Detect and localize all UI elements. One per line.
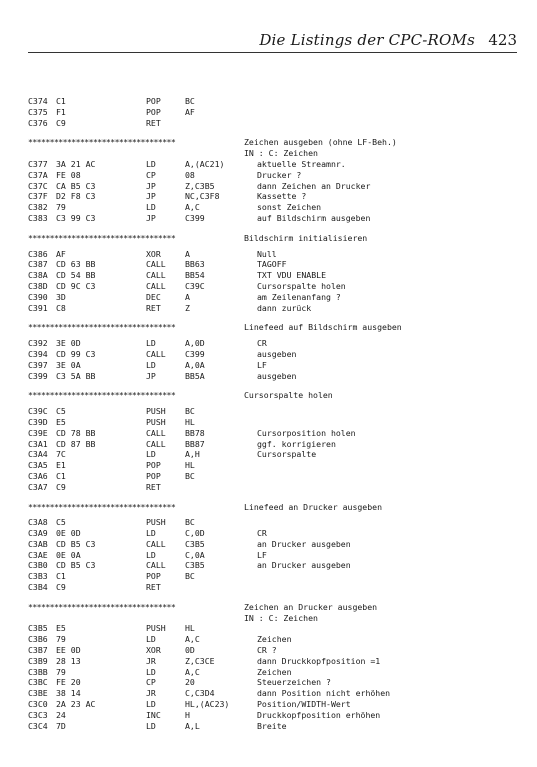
section-heading: Zeichen ausgeben (ohne LF-Beh.) [244,137,397,148]
opcode-bytes: 0E 0A [56,549,81,560]
code-line [28,517,528,528]
opcode-bytes: 3E 0D [56,338,81,349]
opcode-bytes: F1 [56,106,66,117]
operand: C3B5 [185,560,205,571]
code-line [28,303,528,314]
operand: BB5A [185,370,205,381]
mnemonic: LD [146,202,156,213]
address: C3C0 [28,699,48,710]
section-header-line [28,322,528,333]
comment: TXT VDU ENABLE [257,270,327,281]
comment: CR ? [257,645,277,656]
operand: BC [185,96,195,106]
opcode-bytes: AF [56,248,66,259]
code-line [28,281,528,292]
operand: C,0A [185,549,205,560]
comment: Steuerzeichen ? [257,677,331,688]
section-heading: Zeichen an Drucker ausgeben [244,601,378,612]
address: C3BB [28,666,48,677]
opcode-bytes: 79 [56,202,66,213]
mnemonic: JP [146,191,156,202]
comment: Zeichen [257,666,292,677]
operand: Z,C3B5 [185,180,215,191]
section-header-line [28,390,528,401]
code-line [28,721,528,732]
section-gap [28,313,528,322]
code-line [28,349,528,360]
comment: Breite [257,720,287,731]
operand: HL,(AC23) [185,699,230,710]
opcode-bytes: FE 08 [56,169,81,180]
address: C3BE [28,688,48,699]
section-input-note [28,148,528,159]
operand: NC,C3F8 [185,191,220,202]
comment: Cursorposition holen [257,427,356,438]
assembly-listing [28,96,528,731]
mnemonic: POP [146,460,161,471]
address: C3C3 [28,709,48,720]
mnemonic: LD [146,666,156,677]
code-line [28,645,528,656]
code-line [28,667,528,678]
section-header-line [28,137,528,148]
address: C377 [28,158,48,169]
comment: Druckkopfposition erhöhen [257,709,381,720]
code-line [28,560,528,571]
mnemonic: CP [146,677,156,688]
address: C386 [28,248,48,259]
code-line [28,528,528,539]
opcode-bytes: C3 99 C3 [56,212,96,223]
opcode-bytes: C1 [56,470,66,481]
comment: Position/WIDTH-Wert [257,699,351,710]
opcode-bytes: 3E 0A [56,359,81,370]
comment: sonst Zeichen [257,202,322,213]
code-line [28,449,528,460]
opcode-bytes: 79 [56,666,66,677]
mnemonic: JP [146,180,156,191]
mnemonic: LD [146,528,156,539]
comment: Cursorspalte [257,449,317,460]
operand: BB54 [185,270,205,281]
address: C3BC [28,677,48,688]
comment: dann zurück [257,302,312,313]
section-heading: Bildschirm initialisieren [244,232,368,243]
opcode-bytes: CD B5 C3 [56,538,96,549]
address: C387 [28,259,48,270]
operand: A,C [185,666,200,677]
separator-stars: ********************************** [28,501,176,512]
opcode-bytes: CD 9C C3 [56,280,96,291]
header-rule [28,52,517,53]
address: C376 [28,117,48,128]
separator-stars: ********************************** [28,390,176,401]
comment: LF [257,359,267,370]
address: C399 [28,370,48,381]
mnemonic: CALL [146,560,166,571]
opcode-bytes: D2 F8 C3 [56,191,96,202]
opcode-bytes: 79 [56,634,66,645]
address: C392 [28,338,48,349]
address: C375 [28,106,48,117]
code-line [28,170,528,181]
comment: Kassette ? [257,191,307,202]
address: C37F [28,191,48,202]
comment: an Drucker ausgeben [257,560,351,571]
opcode-bytes: C9 [56,481,66,492]
comment: Cursorspalte holen [257,280,346,291]
operand: BB78 [185,427,205,438]
code-line [28,159,528,170]
operand: HL [185,460,195,471]
code-line [28,191,528,202]
separator-stars: ********************************** [28,601,176,612]
opcode-bytes: E5 [56,416,66,427]
opcode-bytes: CA B5 C3 [56,180,96,191]
code-line [28,656,528,667]
address: C391 [28,302,48,313]
opcode-bytes: 2A 23 AC [56,699,96,710]
operand: A,H [185,449,200,460]
running-title: Die Listings der CPC-ROMs [259,31,475,49]
mnemonic: RET [146,117,161,128]
opcode-bytes: CD 54 BB [56,270,96,281]
code-line [28,688,528,699]
code-line [28,482,528,493]
comment: CR [257,338,267,349]
address: C383 [28,212,48,223]
code-line [28,360,528,371]
address: C39C [28,406,48,417]
comment: am Zeilenanfang ? [257,291,341,302]
section-heading: Linefeed auf Bildschirm ausgeben [244,322,402,333]
code-line [28,417,528,428]
mnemonic: JR [146,655,156,666]
code-line [28,292,528,303]
mnemonic: PUSH [146,623,166,634]
mnemonic: RET [146,481,161,492]
code-line [28,710,528,721]
code-line [28,439,528,450]
opcode-bytes: C5 [56,406,66,417]
section-heading: Linefeed an Drucker ausgeben [244,501,383,512]
section-gap [28,493,528,502]
separator-stars: ********************************** [28,232,176,243]
section-header-line [28,233,528,244]
operand: BC [185,517,195,528]
mnemonic: PUSH [146,416,166,427]
code-line [28,623,528,634]
code-line [28,202,528,213]
operand: C39C [185,280,205,291]
operand: A [185,248,190,259]
code-line [28,539,528,550]
opcode-bytes: 3A 21 AC [56,158,96,169]
mnemonic: XOR [146,645,161,656]
code-line [28,96,528,107]
address: C3A1 [28,438,48,449]
code-line [28,338,528,349]
opcode-bytes: CD 99 C3 [56,348,96,359]
address: C3A7 [28,481,48,492]
operand: 08 [185,169,195,180]
comment: Zeichen [257,634,292,645]
address: C374 [28,96,48,106]
mnemonic: CP [146,169,156,180]
opcode-bytes: 38 14 [56,688,81,699]
section-heading: Cursorspalte holen [244,390,333,401]
page-header [0,28,537,54]
opcode-bytes: 7C [56,449,66,460]
mnemonic: RET [146,302,161,313]
comment: auf Bildschirm ausgeben [257,212,371,223]
opcode-bytes: C9 [56,117,66,128]
comment: CR [257,528,267,539]
mnemonic: CALL [146,259,166,270]
separator-stars: ********************************** [28,322,176,333]
section-gap [28,593,528,602]
comment: ggf. korrigieren [257,438,336,449]
operand: A,(AC21) [185,158,225,169]
operand: A,C [185,634,200,645]
section-gap [28,381,528,390]
address: C3A6 [28,470,48,481]
operand: 20 [185,677,195,688]
mnemonic: PUSH [146,406,166,417]
comment: ausgeben [257,370,297,381]
address: C39E [28,427,48,438]
mnemonic: CALL [146,427,166,438]
address: C3B4 [28,582,48,593]
opcode-bytes: CD 87 BB [56,438,96,449]
opcode-bytes: C1 [56,96,66,106]
opcode-bytes: CD B5 C3 [56,560,96,571]
mnemonic: LD [146,549,156,560]
opcode-bytes: E1 [56,460,66,471]
code-line [28,371,528,382]
input-note: IN : C: Zeichen [244,148,318,159]
address: C390 [28,291,48,302]
address: C3B5 [28,623,48,634]
mnemonic: LD [146,699,156,710]
code-line [28,699,528,710]
address: C3B6 [28,634,48,645]
mnemonic: XOR [146,248,161,259]
mnemonic: POP [146,96,161,106]
comment: dann Druckkopfposition =1 [257,655,381,666]
operand: A,L [185,720,200,731]
operand: Z [185,302,190,313]
code-line [28,460,528,471]
mnemonic: RET [146,582,161,593]
operand: HL [185,416,195,427]
code-line [28,118,528,129]
operand: 0D [185,645,195,656]
opcode-bytes: E5 [56,623,66,634]
operand: BB63 [185,259,205,270]
comment: ausgeben [257,348,297,359]
address: C3AE [28,549,48,560]
operand: A,0A [185,359,205,370]
address: C382 [28,202,48,213]
address: C3C4 [28,720,48,731]
section-input-note [28,613,528,624]
operand: C399 [185,348,205,359]
mnemonic: CALL [146,348,166,359]
opcode-bytes: 7D [56,720,66,731]
operand: Z,C3CE [185,655,215,666]
section-header-line [28,502,528,513]
code-line [28,571,528,582]
mnemonic: DEC [146,291,161,302]
code-line [28,249,528,260]
opcode-bytes: C8 [56,302,66,313]
address: C3A4 [28,449,48,460]
address: C394 [28,348,48,359]
section-header-line [28,602,528,613]
address: C3B7 [28,645,48,656]
mnemonic: LD [146,634,156,645]
operand: C,C3D4 [185,688,215,699]
operand: C3B5 [185,538,205,549]
code-line [28,471,528,482]
code-line [28,634,528,645]
opcode-bytes: FE 20 [56,677,81,688]
input-note: IN : C: Zeichen [244,612,318,623]
comment: Null [257,248,277,259]
code-line [28,406,528,417]
comment: an Drucker ausgeben [257,538,351,549]
code-line [28,259,528,270]
comment: aktuelle Streamnr. [257,158,346,169]
operand: AF [185,106,195,117]
address: C3A8 [28,517,48,528]
address: C3A5 [28,460,48,471]
mnemonic: POP [146,106,161,117]
code-line [28,270,528,281]
comment: LF [257,549,267,560]
mnemonic: JP [146,370,156,381]
operand: A,0D [185,338,205,349]
opcode-bytes: CD 63 BB [56,259,96,270]
address: C39D [28,416,48,427]
comment: Drucker ? [257,169,302,180]
code-line [28,213,528,224]
address: C3B0 [28,560,48,571]
opcode-bytes: EE 0D [56,645,81,656]
mnemonic: LD [146,158,156,169]
mnemonic: JR [146,688,156,699]
mnemonic: CALL [146,538,166,549]
opcode-bytes: 0E 0D [56,528,81,539]
address: C3A9 [28,528,48,539]
address: C38D [28,280,48,291]
code-line [28,107,528,118]
mnemonic: JP [146,212,156,223]
address: C3B3 [28,571,48,582]
operand: BB87 [185,438,205,449]
operand: BC [185,470,195,481]
comment: TAGOFF [257,259,287,270]
operand: BC [185,406,195,417]
operand: H [185,709,190,720]
code-line [28,428,528,439]
mnemonic: LD [146,449,156,460]
opcode-bytes: C3 5A BB [56,370,96,381]
mnemonic: LD [146,338,156,349]
comment: dann Zeichen an Drucker [257,180,371,191]
code-line [28,582,528,593]
operand: A,C [185,202,200,213]
mnemonic: POP [146,571,161,582]
mnemonic: CALL [146,280,166,291]
opcode-bytes: C9 [56,582,66,593]
operand: HL [185,623,195,634]
mnemonic: CALL [146,438,166,449]
section-gap [28,128,528,137]
operand: BC [185,571,195,582]
address: C37C [28,180,48,191]
mnemonic: POP [146,470,161,481]
page-number: 423 [488,31,517,49]
mnemonic: INC [146,709,161,720]
mnemonic: LD [146,359,156,370]
operand: C399 [185,212,205,223]
operand: C,0D [185,528,205,539]
code-line [28,181,528,192]
code-line [28,677,528,688]
address: C397 [28,359,48,370]
mnemonic: CALL [146,270,166,281]
comment: dann Position nicht erhöhen [257,688,391,699]
separator-stars: ********************************** [28,137,176,148]
opcode-bytes: C5 [56,517,66,528]
address: C3AB [28,538,48,549]
section-gap [28,224,528,233]
mnemonic: LD [146,720,156,731]
operand: A [185,291,190,302]
opcode-bytes: 3D [56,291,66,302]
opcode-bytes: 24 [56,709,66,720]
opcode-bytes: CD 78 BB [56,427,96,438]
code-line [28,550,528,561]
opcode-bytes: 28 13 [56,655,81,666]
mnemonic: PUSH [146,517,166,528]
opcode-bytes: C1 [56,571,66,582]
address: C38A [28,270,48,281]
address: C3B9 [28,655,48,666]
address: C37A [28,169,48,180]
